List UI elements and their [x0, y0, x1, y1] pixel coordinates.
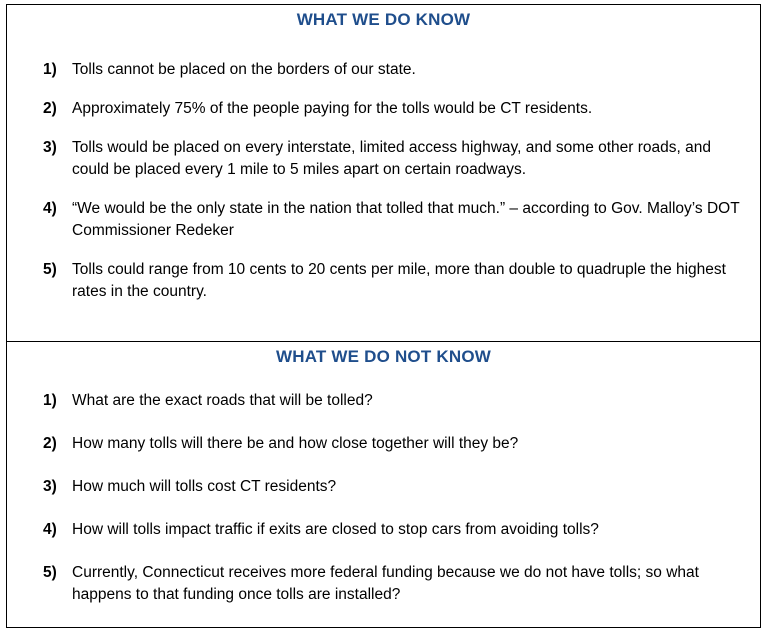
unknown-list [7, 390, 760, 606]
item-number: 5) [43, 564, 57, 581]
known-item-3 [7, 137, 760, 181]
item-text: How many tolls will there be and how close together will they be? [72, 435, 519, 452]
known-item-2 [7, 98, 760, 120]
item-text: What are the exact roads that will be tolled? [72, 392, 373, 409]
item-number: 1) [43, 392, 57, 409]
item-text: Tolls could range from 10 cents to 20 cents per mile, more than double to quadruple the highest rates in the country. [72, 261, 726, 300]
unknown-item-4 [7, 519, 760, 541]
item-text: “We would be the only state in the nation that tolled that much.” – according to Gov. Malloy’s DOT Commissioner Redeker [72, 200, 740, 239]
known-section [7, 5, 760, 342]
unknown-item-1 [7, 390, 760, 412]
item-text: Tolls cannot be placed on the borders of our state. [72, 61, 416, 78]
item-text: How much will tolls cost CT residents? [72, 478, 337, 495]
known-item-5 [7, 259, 760, 303]
facts-table [6, 4, 761, 628]
item-number: 2) [43, 435, 57, 452]
unknown-heading: WHAT WE DO NOT KNOW [275, 347, 491, 366]
item-number: 4) [43, 200, 57, 217]
item-number: 5) [43, 261, 57, 278]
item-number: 3) [43, 478, 57, 495]
item-number: 1) [43, 61, 57, 78]
item-text: Tolls would be placed on every interstate, limited access highway, and some other roads, and could be placed every 1 mile to 5 miles apart on certain roadways. [72, 139, 712, 178]
unknown-item-2 [7, 433, 760, 455]
item-number: 3) [43, 139, 57, 156]
item-number: 4) [43, 521, 57, 538]
item-text: How will tolls impact traffic if exits are closed to stop cars from avoiding tolls? [72, 521, 599, 538]
item-number: 2) [43, 100, 57, 117]
known-list [7, 59, 760, 303]
item-text: Approximately 75% of the people paying for the tolls would be CT residents. [72, 100, 593, 117]
known-item-1 [7, 59, 760, 81]
unknown-item-5 [7, 562, 760, 606]
unknown-item-3 [7, 476, 760, 498]
item-text: Currently, Connecticut receives more federal funding because we do not have tolls; so what happens to that funding once tolls are installed? [72, 564, 699, 603]
known-item-4 [7, 198, 760, 242]
unknown-section [7, 341, 760, 627]
known-heading: WHAT WE DO KNOW [296, 10, 471, 29]
